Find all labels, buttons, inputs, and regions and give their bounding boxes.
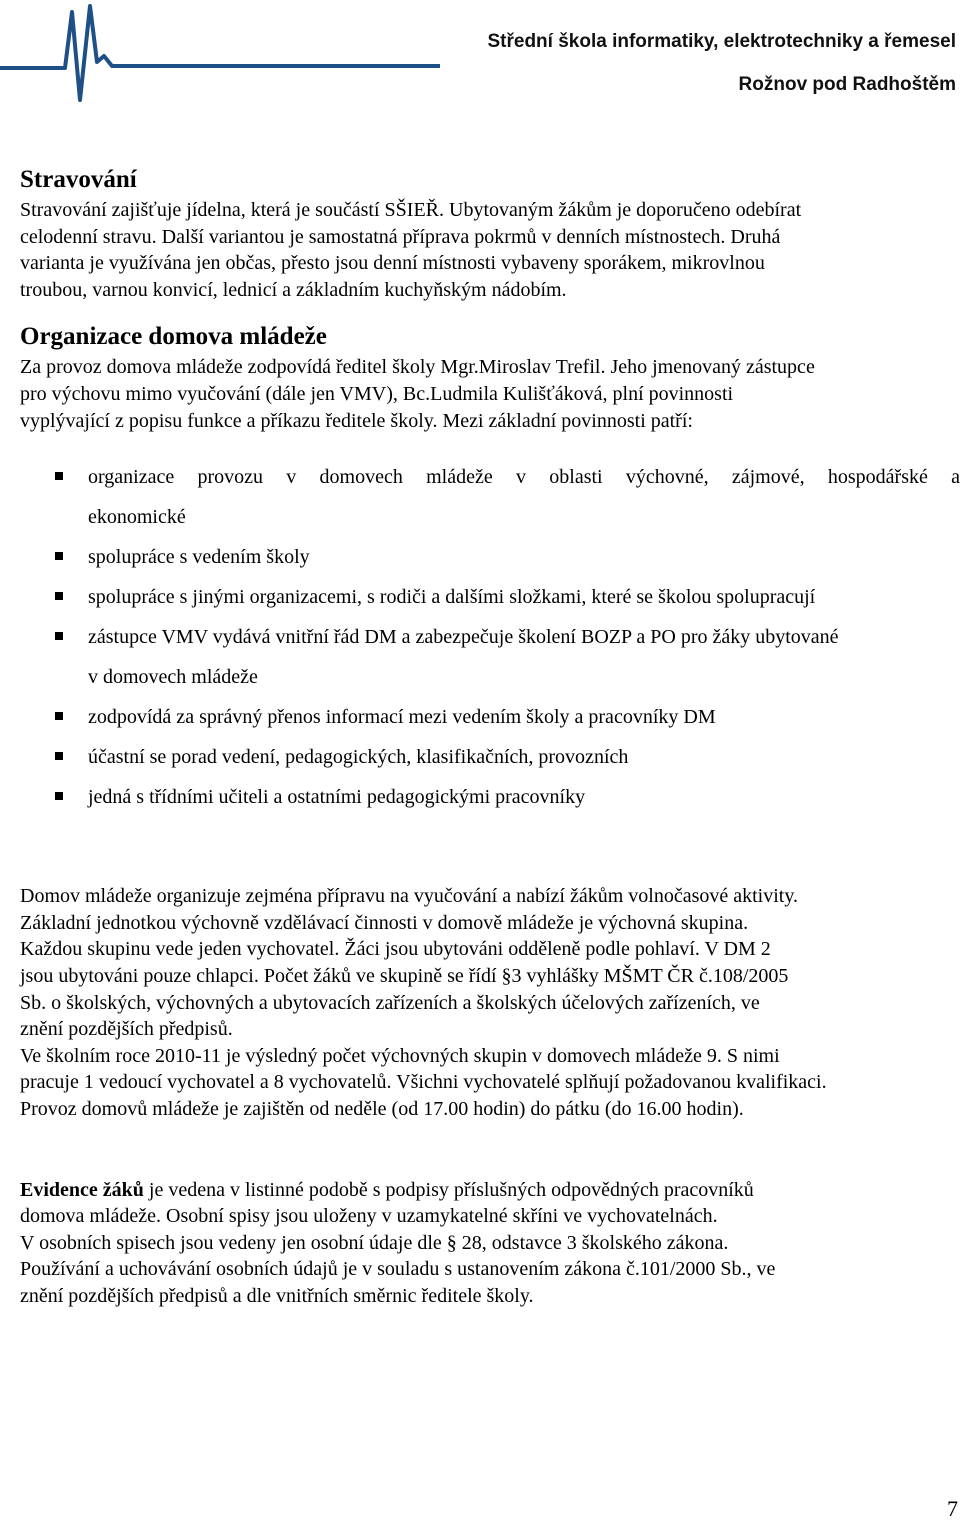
list-item-text: účastní se porad vedení, pedagogických, klasifikačních, provozních [88,746,629,769]
page-number: 7 [947,1496,958,1521]
school-name: Střední škola informatiky, elektrotechniky a řemesel [487,31,956,52]
text-line: Za provoz domova mládeže zodpovídá ředitel školy Mgr.Miroslav Trefil. Jeho jmenovaný zástupce [20,356,815,379]
paragraph-stravovani [20,197,960,303]
text-line: znění pozdějších předpisů a dle vnitřních směrnic ředitele školy. [20,1284,534,1307]
text-line: Každou skupinu vede jeden vychovatel. Žáci jsou ubytováni odděleně podle pohlaví. V DM 2 [20,938,771,961]
document-body [20,163,960,1309]
list-item-continuation: v domovech mládeže [88,666,258,689]
evidence-line-rest: je vedena v listinné podobě s podpisy příslušných odpovědných pracovníků [143,1178,754,1201]
list-item [20,697,960,737]
section-title-organizace: Organizace domova mládeže [20,323,327,351]
list-item-text: zodpovídá za správný přenos informací mezi vedením školy a pracovníky DM [88,706,716,729]
text-line: Sb. o školských, výchovných a ubytovacích zařízeních a školských účelových zařízeních, ve [20,991,760,1014]
list-item [20,617,960,697]
paragraph-domov-mladeze [20,883,960,1122]
text-line: Stravování zajišťuje jídelna, která je součástí SŠIEŘ. Ubytovaným žákům je doporučeno odebírat [20,199,802,221]
text-line: Základní jednotkou výchovně vzdělávací činnosti v domově mládeže je výchovná skupina. [20,911,749,934]
paragraph-evidence [20,1177,960,1310]
text-line: troubou, varnou konvicí, lednicí a základním kuchyňským nádobím. [20,278,567,301]
text-line: celodenní stravu. Další variantou je samostatná příprava pokrmů v denních místnostech. Druhá [20,225,781,248]
list-item-text: zástupce VMV vydává vnitřní řád DM a zabezpečuje školení BOZP a PO pro žáky ubytované [88,626,839,649]
section-title-stravovani: Stravování [20,166,137,193]
text-line: varianta je využívána jen občas, přesto jsou denní místnosti vybaveny sporákem, mikrovlnou [20,252,765,275]
text-line: V osobních spisech jsou vedeny jen osobní údaje dle § 28, odstavce 3 školského zákona. [20,1231,729,1254]
text-line: pracuje 1 vedoucí vychovatel a 8 vychovatelů. Všichni vychovatelé splňují požadovanou kvalifikaci. [20,1071,827,1094]
text-line: znění pozdějších předpisů. [20,1018,233,1041]
school-city: Rožnov pod Radhoštěm [738,74,956,95]
text-line: vyplývající z popisu funkce a příkazu ředitele školy. Mezi základní povinnosti patří: [20,409,693,432]
duties-list [20,457,960,817]
page-header [0,0,960,110]
list-item-text: organizace provozu v domovech mládeže v oblasti výchovné, zájmové, hospodářské a [88,466,960,489]
list-item [20,777,960,817]
text-line [20,1179,754,1201]
list-item-continuation: ekonomické [88,506,186,529]
list-item [20,577,960,617]
evidence-bold-lead: Evidence žáků [20,1178,144,1201]
ecg-wave-logo-icon [0,0,440,110]
list-item [20,537,960,577]
list-item-text: spolupráce s vedením školy [88,546,310,569]
list-item [20,737,960,777]
text-line: Provoz domovů mládeže je zajištěn od neděle (od 17.00 hodin) do pátku (do 16.00 hodin). [20,1097,744,1120]
text-line: domova mládeže. Osobní spisy jsou uloženy v uzamykatelné skříni ve vychovatelnách. [20,1205,718,1228]
list-item-text: spolupráce s jinými organizacemi, s rodiči a dalšími složkami, které se školou spolupracují [88,586,816,609]
text-line: Používání a uchovávání osobních údajů je v souladu s ustanovením zákona č.101/2000 Sb., ve [20,1258,776,1281]
list-item-text: jedná s třídními učiteli a ostatními pedagogickými pracovníky [88,786,586,809]
text-line: Domov mládeže organizuje zejména přípravu na vyučování a nabízí žákům volnočasové aktivity. [20,885,799,908]
paragraph-organizace [20,354,960,434]
list-item [20,457,960,537]
text-line: jsou ubytováni pouze chlapci. Počet žáků ve skupině se řídí §3 vyhlášky MŠMT ČR č.108/2005 [20,964,789,987]
text-line: Ve školním roce 2010-11 je výsledný počet výchovných skupin v domovech mládeže 9. S nimi [20,1044,780,1067]
text-line: pro výchovu mimo vyučování (dále jen VMV), Bc.Ludmila Kulišťáková, plní povinnosti [20,382,734,405]
